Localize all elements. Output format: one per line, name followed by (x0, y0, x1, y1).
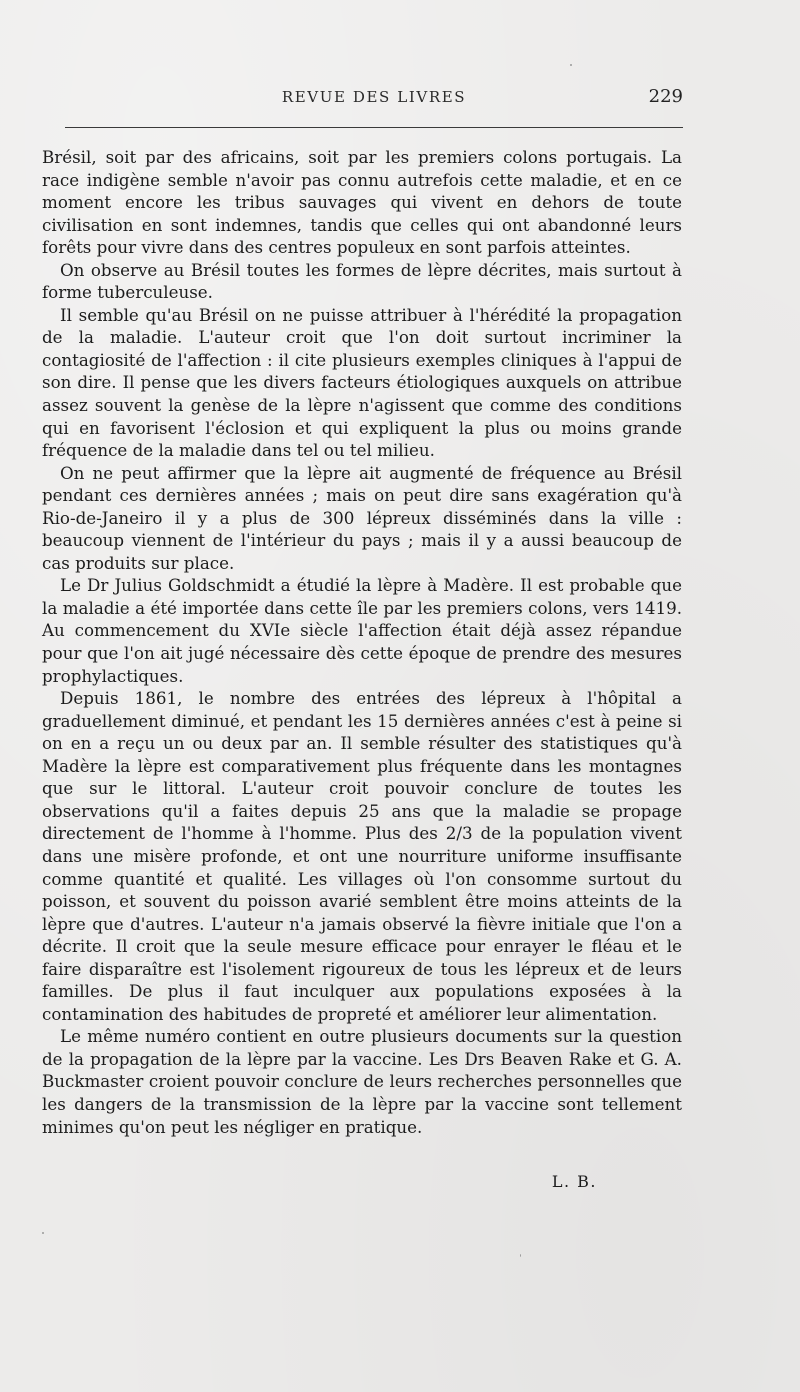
header-rule (65, 127, 683, 128)
page-header (65, 88, 683, 114)
page-number: 229 (648, 86, 683, 107)
author-signature: L. B. (551, 1172, 597, 1191)
paragraph: Le Dr Julius Goldschmidt a étudié la lèpre à Madère. Il est probable que la maladie a été importée dans cette île par les premiers colons, vers 1419. Au commencement du XVIe siècle l'affection était déjà assez répandue pour que l'on ait jugé nécessaire dès cette époque de prendre des mesures prophylactiques. (42, 575, 682, 686)
paper-speck (520, 1254, 521, 1257)
paragraph: Il semble qu'au Brésil on ne puisse attribuer à l'hérédité la propagation de la maladie. L'auteur croit que l'on doit surtout incriminer la contagiosité de l'affection : il cite plusieurs exemples cliniques à l'appui de son dire. Il pense que les divers facteurs étiologiques auxquels on attribue assez souvent la genèse de la lèpre n'agissent que comme des conditions qui en favorisent l'éclosion et qui expliquent la plus ou moins grande fréquence de la maladie dans tel ou tel milieu. (42, 304, 682, 461)
running-title: REVUE DES LIVRES (281, 88, 467, 106)
paragraph: Le même numéro contient en outre plusieurs documents sur la question de la propagation de la lèpre par la vaccine. Les Drs Beaven Rake et G. A. Buckmaster croient pouvoir conclure de leurs recherches personnelles que les dangers de la transmission de la lèpre par la vaccine sont tellement minimes qu'on peut les négliger en pratique. (42, 1026, 682, 1137)
paragraph: On ne peut affirmer que la lèpre ait augmenté de fréquence au Brésil pendant ces dernières années ; mais on peut dire sans exagération qu'à Rio-de-Janeiro il y a plus de 300 lépreux disséminés dans la ville : beaucoup viennent de l'intérieur du pays ; mais il y a aussi beaucoup de cas produits sur place. (42, 462, 682, 573)
paragraph: On observe au Brésil toutes les formes de lèpre décrites, mais surtout à forme tuberculeuse. (42, 259, 682, 303)
paragraph: Brésil, soit par des africains, soit par les premiers colons portugais. La race indigène semble n'avoir pas connu autrefois cette maladie, et en ce moment encore les tribus sauvages qui vivent en dehors de toute civilisation en sont indemnes, tandis que celles qui ont abandonné leurs forêts pour vivre dans des centres populeux en sont parfois atteintes. (42, 147, 682, 258)
paragraph: Depuis 1861, le nombre des entrées des lépreux à l'hôpital a graduellement diminué, et pendant les 15 dernières années c'est à peine si on en a reçu un ou deux par an. Il semble résulter des statistiques qu'à Madère la lèpre est comparativement plus fréquente dans les montagnes que sur le littoral. L'auteur croit pouvoir conclure de toutes les observations qu'il a faites depuis 25 ans que la maladie se propage directement de l'homme à l'homme. Plus des 2/3 de la population vivent dans une misère profonde, et ont une nourriture uniforme insuffisante comme quantité et qualité. Les villages où l'on consomme surtout du poisson, et souvent du poisson avarié semblent être moins atteints de la lèpre que d'autres. L'auteur n'a jamais observé la fièvre initiale que l'on a décrite. Il croit que la seule mesure efficace pour enrayer le fléau et le faire disparaître est l'isolement rigoureux de tous les lépreux et de leurs familles. De plus il faut inculquer aux populations exposées à la contamination des habitudes de propreté et améliorer leur alimentation. (42, 688, 682, 1024)
article-body (42, 146, 682, 1138)
paper-speck (570, 64, 572, 66)
paper-speck (42, 1232, 44, 1234)
